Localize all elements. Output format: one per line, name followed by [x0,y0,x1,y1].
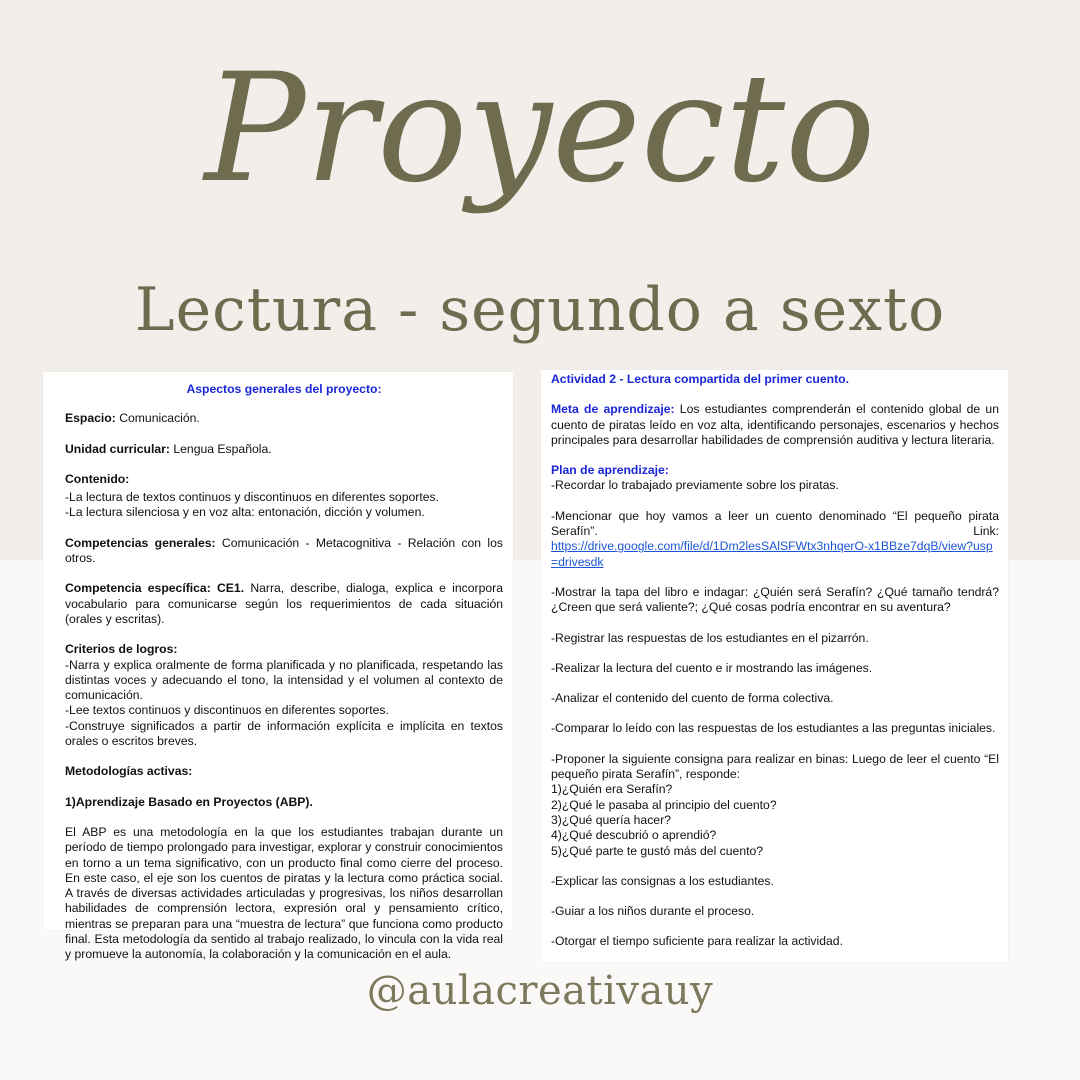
subtitle: Lectura - segundo a sexto [134,275,946,345]
plan-step: -Comparar lo leído con las respuestas de los estudiantes a las preguntas iniciales. [551,721,996,736]
metodologias-label: Metodologías activas: [65,764,193,779]
drive-link[interactable]: https://drive.google.com/file/d/1Dm2lesSAlSFWtx3nhqerO-x1BBze7dqB/view?usp=drivesdk [551,539,993,569]
mostrar-step: -Mostrar la tapa del libro e indagar: ¿Quién será Serafín? ¿Qué tamaño tendrá? ¿Creen que será valiente?; ¿Qué cosas podría encontrar en su aventura? [551,584,999,615]
competencias-generales: Competencias generales: Comunicación - Metacognitiva - Relación con los otros. [65,535,503,566]
unidad-row: Unidad curricular: Lengua Española. [65,441,272,456]
question-item: 3)¿Qué quería hacer? [551,812,671,827]
plan-step: -Recordar lo trabajado previamente sobre los piratas. [551,478,839,493]
question-item: 2)¿Qué le pasaba al principio del cuento? [551,797,777,812]
plan-step: -Realizar la lectura del cuento e ir mostrando las imágenes. [551,660,873,675]
question-item: 4)¿Qué descubrió o aprendió? [551,828,717,843]
final-step: -Otorgar el tiempo suficiente para realizar la actividad. [551,934,843,949]
abp-label: 1)Aprendizaje Basado en Proyectos (ABP). [65,794,313,809]
criterio-line: -Narra y explica oralmente de forma planificada y no planificada, respetando las distintas voces y adecuando el tono, la intensidad y el volumen al contexto de comunicación. [65,657,503,703]
mencionar-step: -Mencionar que hoy vamos a leer un cuento denominado “El pequeño pirata Serafín”. Link: [551,508,999,539]
script-title [0,30,1080,280]
section-heading: Aspectos generales del proyecto: [186,382,382,396]
question-item: 5)¿Qué parte te gustó más del cuento? [551,843,764,858]
social-handle: @aulacreativauy [366,968,714,1014]
plan-step: -Registrar las respuestas de los estudiantes en el pizarrón. [551,630,869,645]
svg-text:Proyecto: Proyecto [204,42,876,216]
plan-step: -Analizar el contenido del cuento de forma colectiva. [551,691,834,706]
contenido-line: -La lectura de textos continuos y discontinuos en diferentes soportes. [65,490,439,505]
final-step: -Guiar a los niños durante el proceso. [551,904,755,919]
abp-text: El ABP es una metodología en la que los estudiantes trabajan durante un período de tiempo prolongado para investigar, explorar y construir conocimientos en torno a un tema significativo, con un producto final como cierre del proceso. En este caso, el eje son los cuentos de piratas y la lectura como práctica social. A través de diversas actividades articuladas y progresivas, los niños desarrollan habilidades de comprensión lectora, expresión oral y pensamiento crítico, mientras se preparan para una “muestra de lectura” que funciona como producto final. Esta metodología da sentido al trabajo realizado, lo vincula con la vida real y promueve la autonomía, la colaboración y la comunicación en el aula. [65,824,503,962]
question-item: 1)¿Quién era Serafín? [551,782,673,797]
document-page-right [541,370,1008,962]
competencia-especifica: Competencia específica: CE1. Narra, describe, dialoga, explica e incorpora vocabulario para comunicarse según los requerimientos de cada situación (orales y escritas). [65,581,503,626]
criterio-line: -Construye significados a partir de información explícita e implícita en textos orales o escritos breves. [65,718,503,749]
espacio-row: Espacio: Comunicación. [65,411,200,426]
document-page-left [43,372,513,962]
final-step: -Explicar las consignas a los estudiantes. [551,873,774,888]
plan-label: Plan de aprendizaje: [551,463,669,478]
contenido-label: Contenido: [65,471,130,486]
criterios-label: Criterios de logros: [65,642,178,657]
contenido-line: -La lectura silenciosa y en voz alta: entonación, dicción y volumen. [65,505,425,520]
proponer-step: -Proponer la siguiente consigna para realizar en binas: Luego de leer el cuento “El pequeño pirata Serafín”, responde: [551,751,999,782]
criterio-line: -Lee textos continuos y discontinuos en diferentes soportes. [65,703,389,718]
meta-aprendizaje: Meta de aprendizaje: Los estudiantes comprenderán el contenido global de un cuento de piratas leído en voz alta, identificando personajes, escenarios y hechos principales para desarrollar habilidades de comprensión auditiva y lectura literaria. [551,402,999,447]
activity-heading: Actividad 2 - Lectura compartida del primer cuento. [551,372,849,386]
